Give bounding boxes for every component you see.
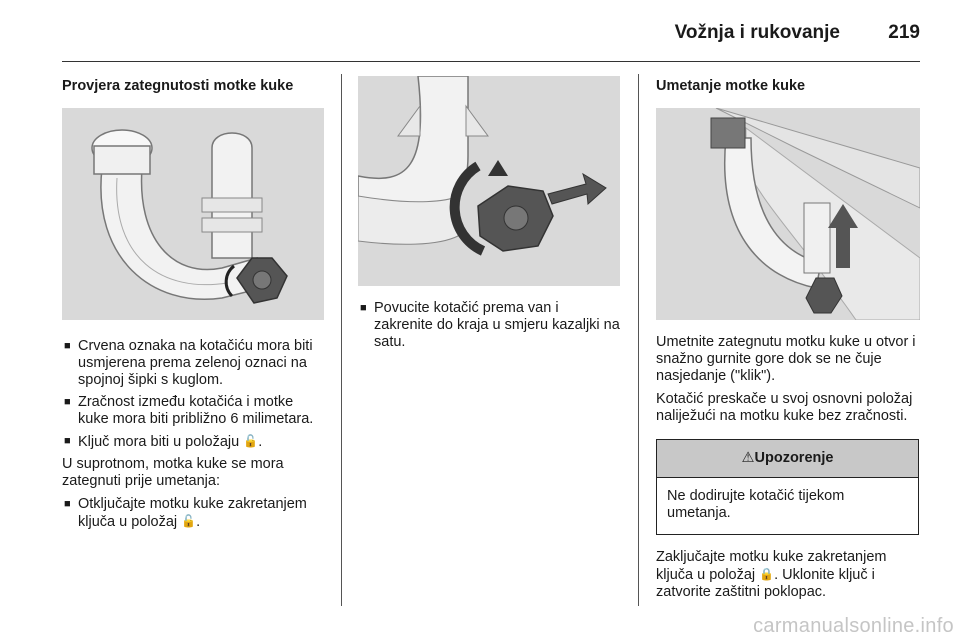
- lock-icon: 🔒: [759, 567, 775, 581]
- warning-title: Upozorenje: [754, 450, 834, 466]
- list-item: ■ Otključajte motku kuke zakretanjem ključa u položaj 🔓.: [64, 496, 307, 530]
- section-title-tension-check: Provjera zategnutosti motke kuke: [62, 78, 294, 94]
- tow-bar-drawing: [62, 108, 324, 320]
- page-number: 219: [888, 22, 920, 43]
- column-2: [358, 76, 620, 356]
- knob-turn-list: [358, 300, 620, 351]
- warning-text: Ne dodirujte kotačić tijekom umetanja.: [667, 488, 845, 521]
- knob-drawing: [358, 76, 620, 286]
- column-1: [62, 76, 324, 536]
- insert-drawing: [656, 108, 920, 320]
- column-divider: [341, 74, 342, 606]
- list-item: ■ Crvena oznaka na kotačiću mora biti usmjerena prema zelenoj oznaci na spojnoj šipki s kuglom.: [64, 338, 313, 388]
- tow-bar-tension-illustration: [62, 108, 324, 320]
- list-item: ■ Zračnost između kotačića i motke kuke mora biti približno 6 milimetara.: [64, 394, 314, 427]
- knob-turn-illustration: [358, 76, 620, 286]
- header-rule: [62, 61, 920, 62]
- bullet-icon: ■: [64, 498, 71, 510]
- bullet-icon: ■: [64, 396, 71, 408]
- header-title: Vožnja i rukovanje: [674, 22, 840, 43]
- bullet-icon: ■: [360, 302, 367, 314]
- column-divider: [638, 74, 639, 606]
- section-title-insert: Umetanje motke kuke: [656, 78, 806, 94]
- list-item: ■ Ključ mora biti u položaju 🔓.: [64, 434, 263, 450]
- unlock-icon: 🔓: [181, 514, 197, 528]
- unlock-icon: 🔓: [243, 434, 259, 448]
- bullet-icon: ■: [64, 340, 71, 352]
- column-3: [656, 76, 920, 607]
- paragraph: Zaključajte motku kuke zakretanjem ključa u položaj 🔒. Uklonite ključ i zatvorite zaštitni poklopac.: [656, 549, 887, 600]
- unlock-list: [62, 496, 324, 531]
- warning-header: [657, 440, 918, 478]
- warning-icon: ⚠: [741, 450, 755, 466]
- bullet-icon: ■: [64, 435, 71, 447]
- watermark: carmanualsonline.info: [753, 615, 954, 637]
- list-item: ■ Povucite kotačić prema van i zakrenite do kraja u smjeru kazaljki na satu.: [360, 300, 620, 350]
- paragraph: U suprotnom, motka kuke se mora zategnuti prije umetanja:: [62, 456, 284, 489]
- tension-check-list: [62, 338, 324, 451]
- paragraph: Umetnite zategnutu motku kuke u otvor i snažno gurnite gore dok se ne čuje nasjedanje ("klik").: [656, 334, 916, 384]
- page-header: [0, 0, 960, 62]
- tow-bar-insert-illustration: [656, 108, 920, 320]
- paragraph: Kotačić preskače u svoj osnovni položaj naliježući na motku kuke bez zračnosti.: [656, 391, 913, 424]
- warning-box: [656, 439, 919, 535]
